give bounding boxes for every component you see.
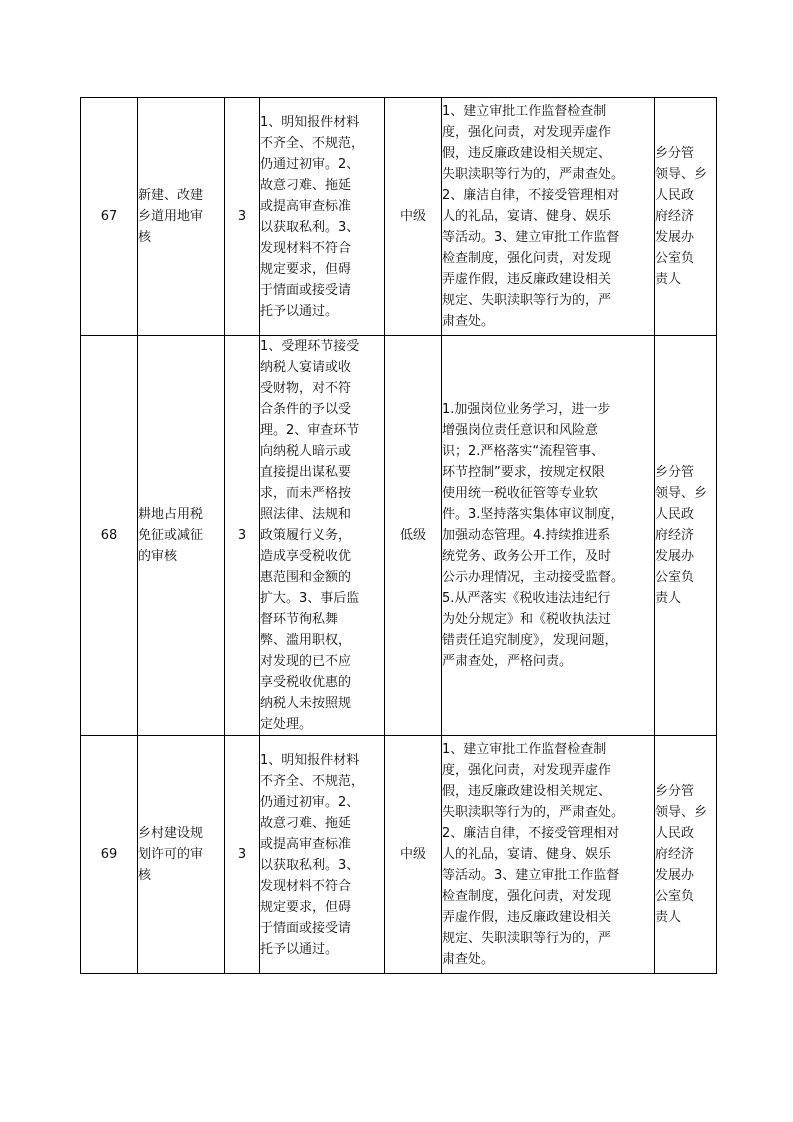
control-measures: 1、建立审批工作监督检查制 度，强化问责，对发现弄虚作 假，违反廉政建设相关规定、 失职渎职等行为的，严肃查处。 2、廉洁自律，不接受管理相对 人的礼品，宴请、健身、娱乐 等活动。3、建立审批工作监督 检查制度，强化问责，对发现 弄虚作假，违反廉政建设相关 规定、失职渎职等行为的，严 肃查处。 — [442, 736, 655, 974]
risk-description: 1、明知报件材料 不齐全、不规范， 仍通过初审。2、 故意刁难、拖延 或提高审查标准 以获取私利。3、 发现材料不符合 规定要求，但碍 于情面或接受请 托予以通过。 — [260, 98, 385, 336]
risk-level: 中级 — [385, 98, 442, 336]
control-measures: 1、建立审批工作监督检查制 度，强化问责，对发现弄虚作 假，违反廉政建设相关规定、 失职渎职等行为的，严肃查处。 2、廉洁自律，不接受管理相对 人的礼品，宴请、健身、娱乐 等活动。3、建立审批工作监督 检查制度，强化问责，对发现 弄虚作假，违反廉政建设相关 规定、失职渎职等行为的，严 肃查处。 — [442, 98, 655, 336]
row-number: 67 — [81, 98, 138, 336]
responsible-person: 乡分管 领导、乡 人民政 府经济 发展办 公室负 责人 — [655, 736, 717, 974]
score: 3 — [225, 98, 260, 336]
score: 3 — [225, 336, 260, 736]
row-number: 68 — [81, 336, 138, 736]
item-name: 乡村建设规 划许可的审 核 — [138, 736, 225, 974]
risk-description: 1、明知报件材料 不齐全、不规范， 仍通过初审。2、 故意刁难、拖延 或提高审查标准 以获取私利。3、 发现材料不符合 规定要求，但碍 于情面或接受请 托予以通过。 — [260, 736, 385, 974]
table-row — [81, 98, 717, 336]
risk-table — [80, 97, 717, 974]
risk-level: 低级 — [385, 336, 442, 736]
row-number: 69 — [81, 736, 138, 974]
item-name: 新建、改建 乡道用地审 核 — [138, 98, 225, 336]
table-row — [81, 736, 717, 974]
control-measures: 1.加强岗位业务学习，进一步 增强岗位责任意识和风险意 识；2.严格落实“流程管事、 环节控制”要求，按规定权限 使用统一税收征管等专业软 件。3.坚持落实集体审议制度， 加强动态管理。4.持续推进系 统党务、政务公开工作，及时 公示办理情况，主动接受监督。 5.从严落实《税收违法违纪行 为处分规定》和《税收执法过 错责任追究制度》，发现问题， 严肃查处，严格问责。 — [442, 336, 655, 736]
table-row — [81, 336, 717, 736]
responsible-person: 乡分管 领导、乡 人民政 府经济 发展办 公室负 责人 — [655, 336, 717, 736]
score: 3 — [225, 736, 260, 974]
risk-level: 中级 — [385, 736, 442, 974]
responsible-person: 乡分管 领导、乡 人民政 府经济 发展办 公室负 责人 — [655, 98, 717, 336]
item-name: 耕地占用税 免征或减征 的审核 — [138, 336, 225, 736]
risk-description: 1、受理环节接受 纳税人宴请或收 受财物，对不符 合条件的予以受 理。2、审查环节 向纳税人暗示或 直接提出谋私要 求，而未严格按 照法律、法规和 政策履行义务， 造成享受税收优 惠范围和金额的 扩大。3、事后监 督环节徇私舞 弊、滥用职权， 对发现的已不应 享受税收优惠的 纳税人未按照规 定处理。 — [260, 336, 385, 736]
